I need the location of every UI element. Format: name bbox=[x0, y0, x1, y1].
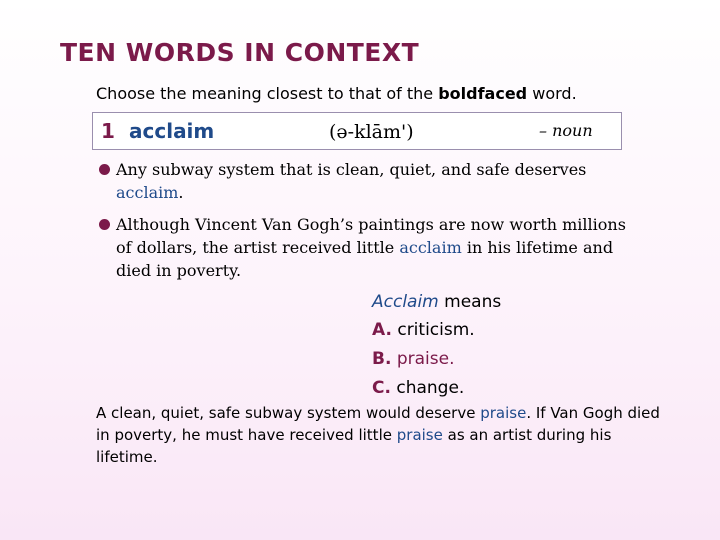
instruction-bold-word: boldfaced bbox=[438, 84, 528, 103]
word-number: 1 bbox=[101, 119, 115, 143]
sentence-1-after: . bbox=[178, 183, 184, 202]
choice-b-text: praise. bbox=[396, 349, 455, 369]
explanation-part-1: A clean, quiet, safe subway system would deserve bbox=[96, 404, 476, 422]
part-of-speech: – noun bbox=[539, 121, 593, 140]
choice-b[interactable] bbox=[372, 349, 454, 369]
example-sentence-2 bbox=[116, 213, 636, 282]
word-entry-box bbox=[92, 112, 622, 150]
page-title: TEN WORDS IN CONTEXT bbox=[60, 38, 420, 67]
question-prompt bbox=[372, 292, 501, 312]
choice-a[interactable] bbox=[372, 320, 475, 340]
choice-b-letter: B. bbox=[372, 349, 392, 369]
choice-a-letter: A. bbox=[372, 320, 392, 340]
instruction-text bbox=[96, 84, 577, 103]
explanation-part-3: as an artist during his lifetime. bbox=[96, 426, 612, 466]
pronunciation: (ə-klām') bbox=[329, 121, 414, 143]
instruction-before: Choose the meaning closest to that of the bbox=[96, 84, 434, 103]
instruction-after: word. bbox=[532, 84, 577, 103]
choice-c-text: change. bbox=[396, 378, 465, 398]
question-word: Acclaim bbox=[372, 292, 439, 312]
choice-a-text: criticism. bbox=[397, 320, 475, 340]
example-sentence-1 bbox=[116, 158, 616, 204]
question-means: means bbox=[444, 292, 502, 312]
sentence-1-highlight: acclaim bbox=[116, 183, 179, 202]
sentence-1-text: Any subway system that is clean, quiet, and safe deserves bbox=[116, 160, 587, 179]
sentence-2-highlight: acclaim bbox=[399, 238, 462, 257]
choice-c-letter: C. bbox=[372, 378, 391, 398]
bullet-icon bbox=[99, 164, 110, 175]
bullet-icon bbox=[99, 219, 110, 230]
explanation-highlight-1: praise bbox=[480, 404, 527, 422]
explanation-part-2: . If Van Gogh died in poverty, he must have received little bbox=[96, 404, 660, 444]
choice-c[interactable] bbox=[372, 378, 464, 398]
explanation-highlight-2: praise bbox=[396, 426, 443, 444]
sentence-2-text: Although Vincent Van Gogh’s paintings are now worth millions of dollars, the artist received little bbox=[116, 215, 626, 257]
vocabulary-word: acclaim bbox=[129, 119, 215, 143]
sentence-2-after: in his lifetime and died in poverty. bbox=[116, 238, 614, 280]
explanation-text bbox=[96, 402, 666, 468]
